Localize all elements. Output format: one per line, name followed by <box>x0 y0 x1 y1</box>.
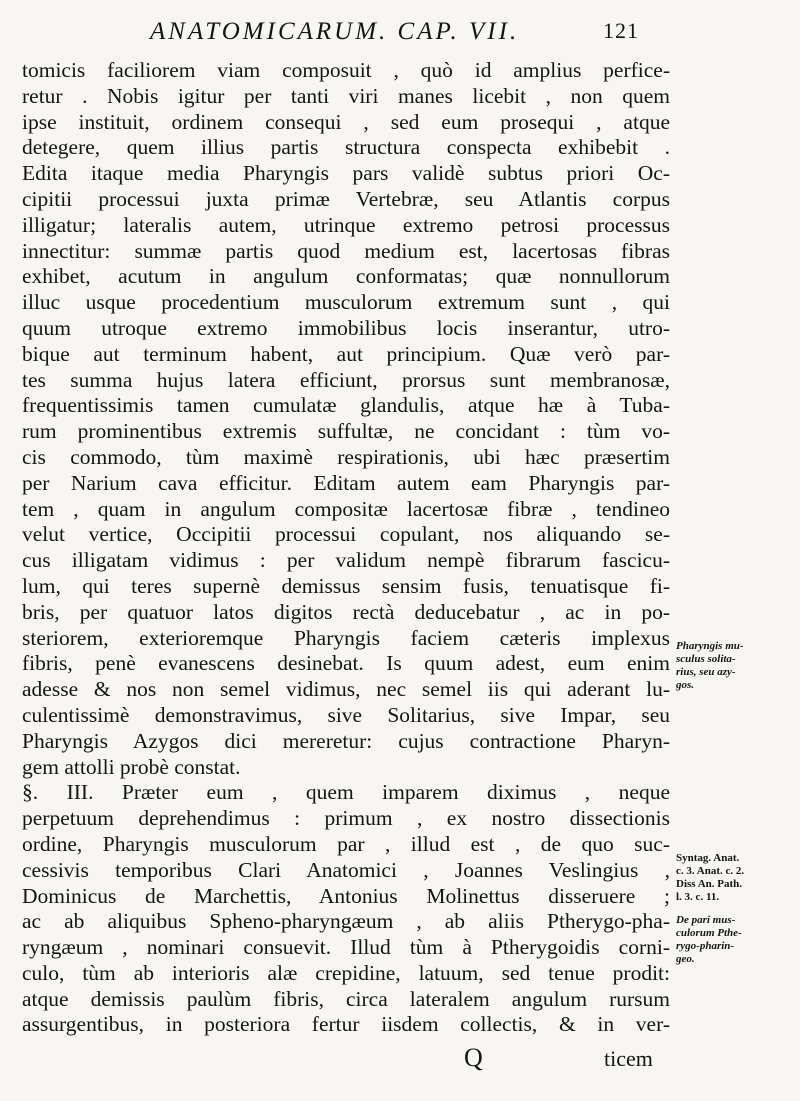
margin-note-line: De pari mus- <box>676 914 736 926</box>
text-line: detegere, quem illius partis structura conspecta exhibebit . <box>22 135 670 160</box>
text-line: cessivis temporibus Clari Anatomici , Joannes Veslingius , <box>22 857 670 882</box>
margin-note-line: gos. <box>676 679 695 691</box>
text-line: ipse instituit, ordinem consequi , sed eum prosequi , atque <box>22 109 670 134</box>
text-line: innectitur: summæ partis quod medium est, lacertosas fibras <box>22 238 670 263</box>
margin-note-line: sculus solita- <box>676 653 736 665</box>
text-line: quum utroque extremo immobilibus locis inserantur, utro- <box>22 315 670 340</box>
margin-note-syntag <box>676 852 796 904</box>
text-line: Pharyngis Azygos dici mereretur: cujus contractione Pharyn- <box>22 728 670 753</box>
text-line: retur . Nobis igitur per tanti viri manes licebit , non quem <box>22 83 670 108</box>
text-line: cipitii processui juxta primæ Vertebræ, seu Atlantis corpus <box>22 186 670 211</box>
margin-note-line: rygo-pharin- <box>676 940 735 952</box>
text-line: atque demissis paulùm fibris, circa lateralem angulum rursum <box>22 986 670 1011</box>
text-line: gem attolli probè constat. <box>22 754 241 779</box>
margin-note-line: Diss An. Path. <box>676 878 743 890</box>
text-line: ac ab aliquibus Spheno-pharyngæum , ab aliis Ptherygo-pha- <box>22 909 670 934</box>
margin-note-line: Syntag. Anat. <box>676 852 740 864</box>
margin-note-line: l. 3. c. 11. <box>676 891 720 903</box>
margin-note-line: c. 3. Anat. c. 2. <box>676 865 745 877</box>
text-line: lum, qui teres supernè demissus sensim fusis, tenuatisque fi- <box>22 573 670 598</box>
text-line: cis commodo, tùm maximè respirationis, ubi hæc præsertim <box>22 444 670 469</box>
text-line: rum prominentibus extremis suffultæ, ne concidant : tùm vo- <box>22 419 670 444</box>
text-line: assurgentibus, in posteriora fertur iisdem collectis, & in ver- <box>22 1012 670 1037</box>
text-line: illigatur; lateralis autem, utrinque extremo petrosi processus <box>22 212 670 237</box>
text-line: tem , quam in angulum compositæ lacertosæ fibræ , tendineo <box>22 496 670 521</box>
text-line: cus illigatam vidimus : per validum nempè fibrarum fascicu- <box>22 548 670 573</box>
text-line: frequentissimis tamen cumulatæ glandulis, atque hæ à Tuba- <box>22 393 670 418</box>
text-line: bris, per quatuor latos digitos rectà deducebatur , ac in po- <box>22 599 670 624</box>
text-line: tes summa hujus latera efficiunt, prorsus sunt membranosæ, <box>22 367 670 392</box>
signature-mark: Q <box>464 1043 483 1072</box>
page-number: 121 <box>603 18 639 43</box>
catchword: ticem <box>604 1046 653 1071</box>
text-line: culentissimè demonstravimus, sive Solitarius, sive Impar, seu <box>22 702 670 727</box>
text-line: steriorem, exterioremque Pharyngis faciem cæteris implexus <box>22 625 670 650</box>
margin-note-line: rius, seu azy- <box>676 666 736 678</box>
text-line: tomicis faciliorem viam composuit , quò id amplius perfice- <box>22 58 670 82</box>
text-line: ryngæum , nominari consuevit. Illud tùm à Ptherygoidis corni- <box>22 935 670 960</box>
text-line: culo, tùm ab interioris alæ crepidine, latuum, sed tenue prodit: <box>22 960 670 985</box>
text-line: fibris, penè evanescens desinebat. Is quum adest, eum enim <box>22 651 670 676</box>
margin-note-line: culorum Pthe- <box>676 927 742 939</box>
margin-note-line: Pharyngis mu- <box>676 640 744 652</box>
text-line: Dominicus de Marchettis, Antonius Molinettus disseruere ; <box>22 883 670 908</box>
text-line: illuc usque procedentium musculorum extremum sunt , qui <box>22 290 670 315</box>
text-line: adesse & nos non semel vidimus, nec semel iis qui aderant lu- <box>22 677 670 702</box>
text-line: exhibet, acutum in angulum conformatas; quæ nonnullorum <box>22 264 670 289</box>
running-head: ANATOMICARUM. CAP. VII. <box>150 18 520 45</box>
text-line: velut vertice, Occipitii processui copulant, nos aliquando se- <box>22 522 670 547</box>
text-line: per Narium cava efficitur. Editam autem eam Pharyngis par- <box>22 470 670 495</box>
text-line: bique aut terminum habent, aut principium. Quæ verò par- <box>22 341 670 366</box>
margin-note-azygos <box>676 640 796 692</box>
body-text <box>22 58 670 1038</box>
text-line: ordine, Pharyngis musculorum par , illud est , de quo suc- <box>22 831 670 856</box>
margin-note-line: geo. <box>676 953 695 965</box>
text-line: Edita itaque media Pharyngis pars validè subtus priori Oc- <box>22 161 670 186</box>
margin-note-par <box>676 914 796 966</box>
text-line: §. III. Præter eum , quem imparem diximus , neque <box>22 780 670 805</box>
text-line: perpetuum deprehendimus : primum , ex nostro dissectionis <box>22 806 670 831</box>
